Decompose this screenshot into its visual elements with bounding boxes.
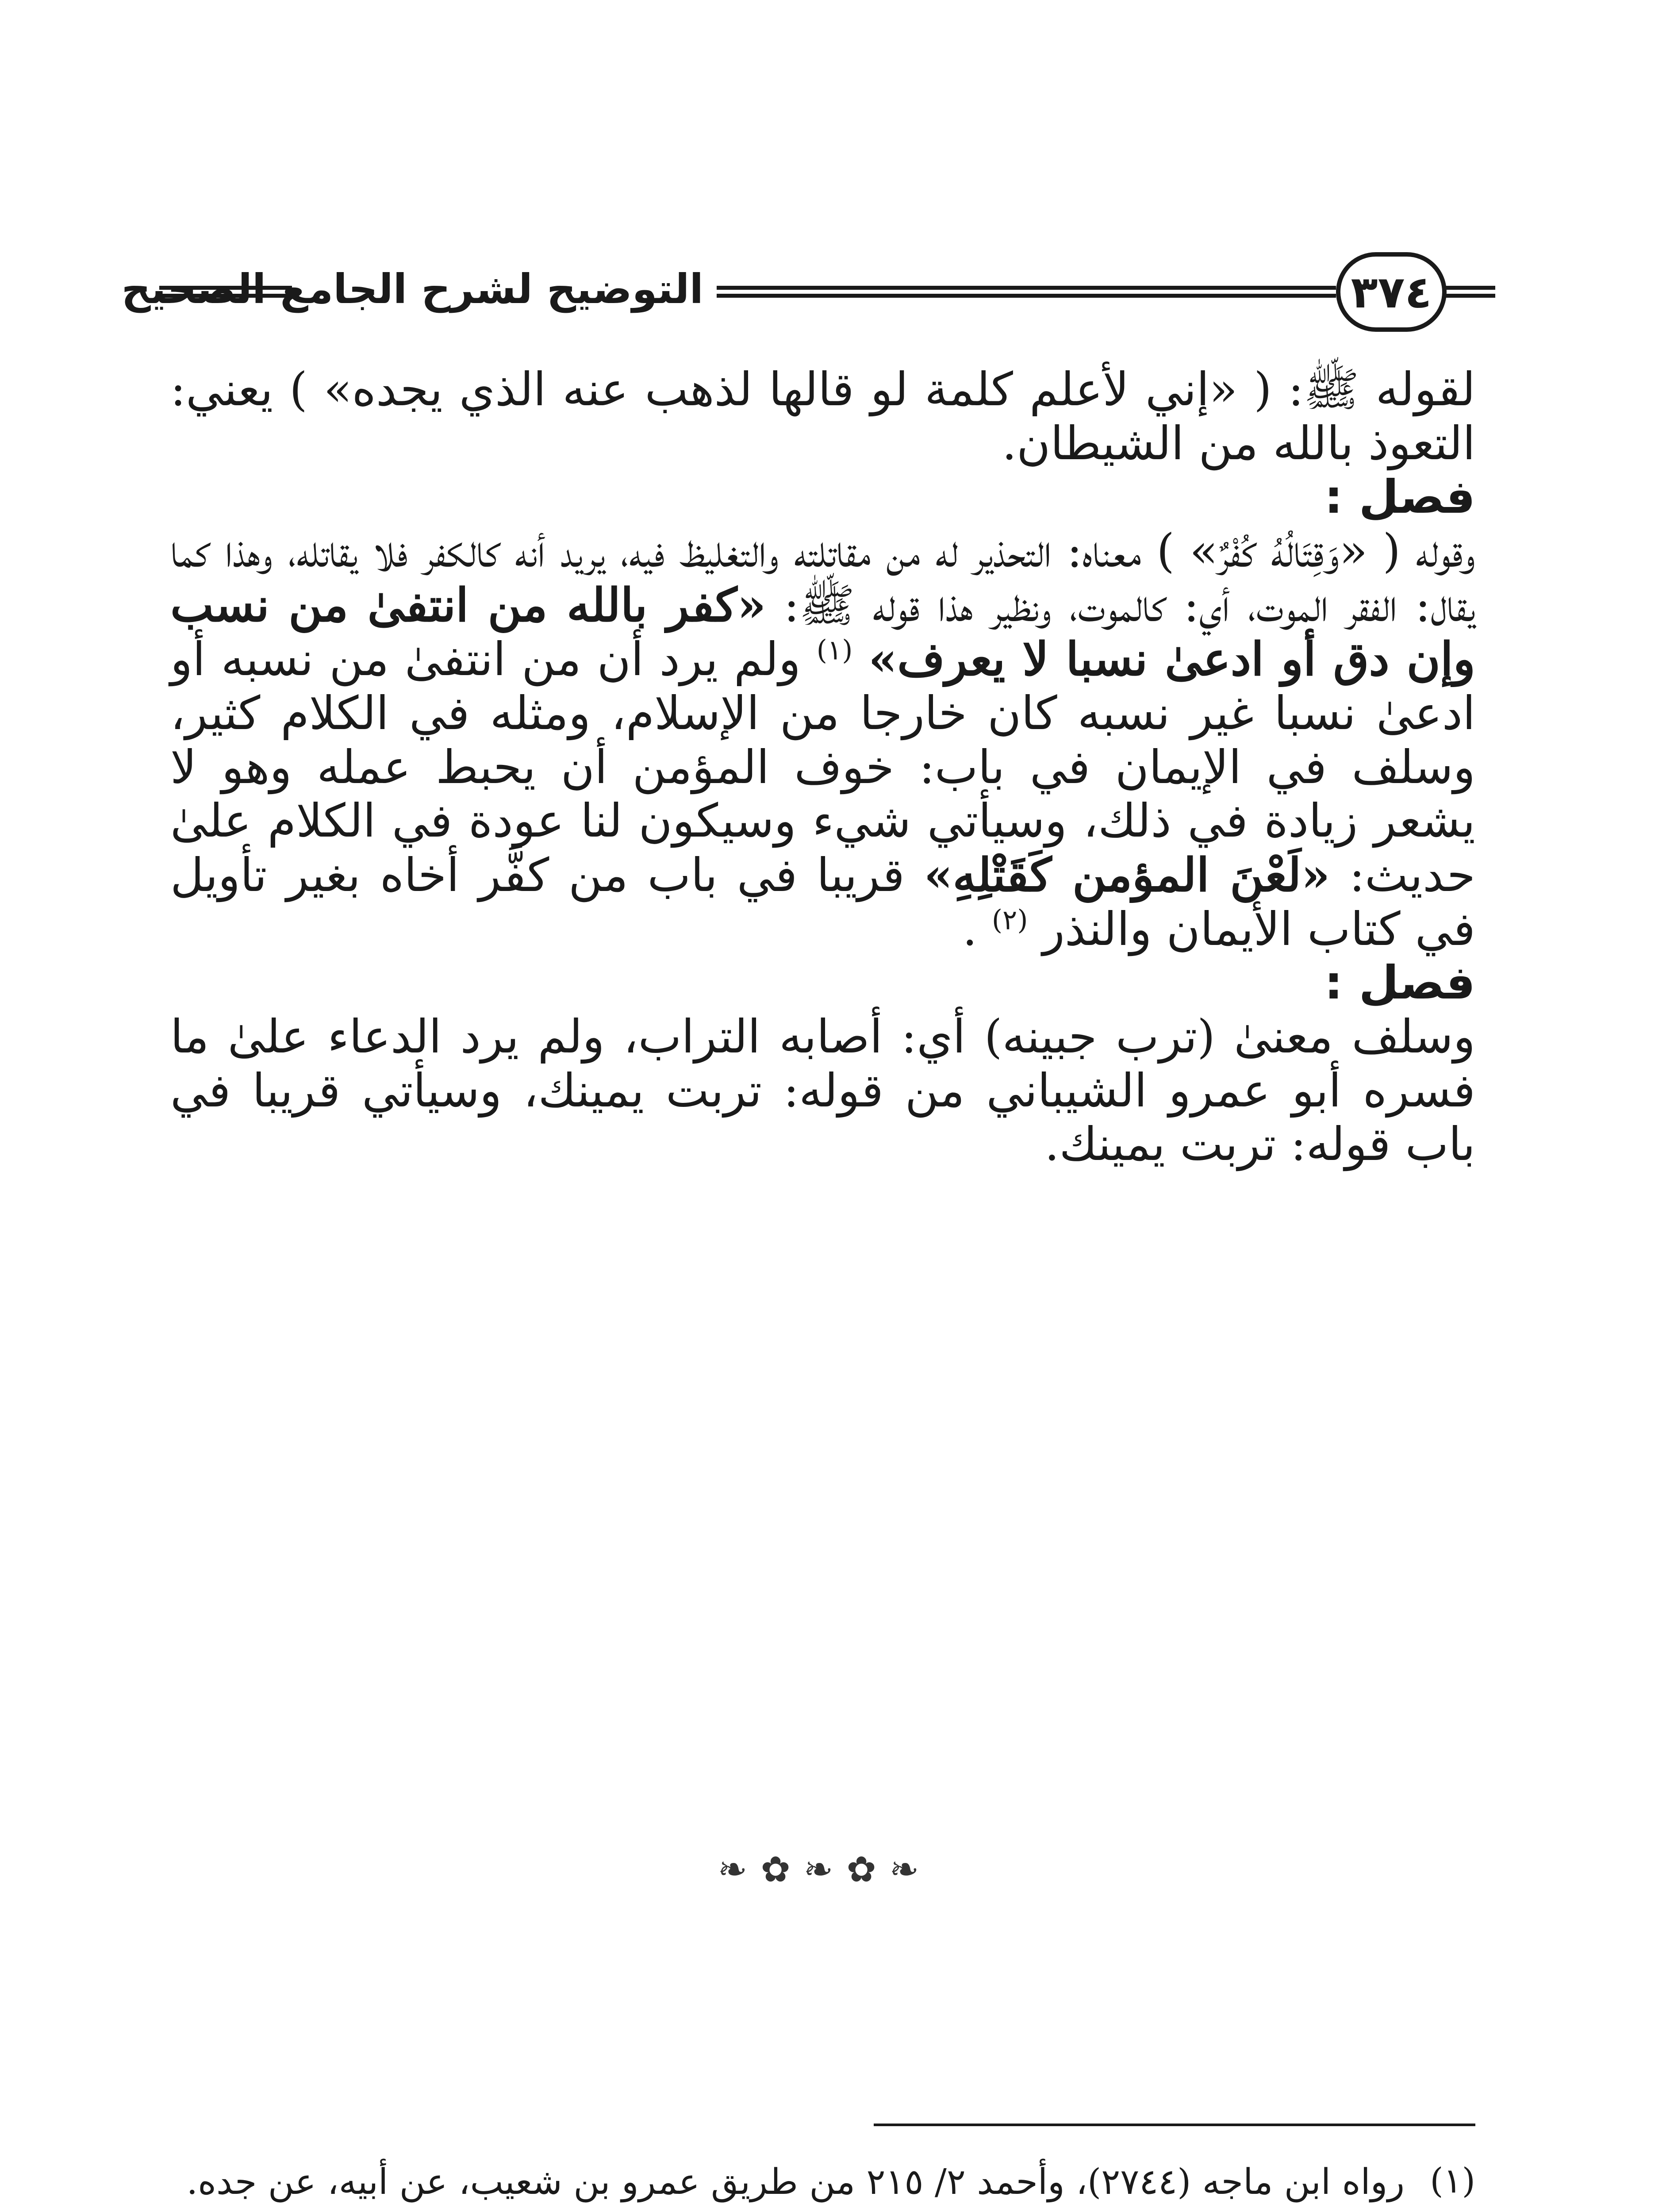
paragraph-2-end: .: [962, 902, 977, 956]
ornament-glyph: ❧: [889, 1848, 919, 1890]
header-rule-middle: [717, 286, 1336, 298]
paragraph-2-part-c: قريبا في باب من كفَّر أخاه بغير تأويل في كتاب الأيمان والنذر: [170, 848, 1475, 956]
page-number: ٣٧٤: [1336, 252, 1447, 332]
ornament-glyph: ✿: [760, 1848, 791, 1890]
paragraph-2: [170, 524, 1475, 956]
footnote-ref-2[interactable]: (٢): [991, 903, 1028, 936]
ornament-glyph: ❧: [718, 1848, 748, 1890]
ornament-divider: [588, 1849, 1048, 1889]
ornament-glyph: ❧: [803, 1848, 833, 1890]
footnote-separator: [874, 2124, 1475, 2126]
paragraph-2-part-a: وقوله ( «وَقِتَالُهُ كُفْرٌ» ) معناه: التحذير له من مقاتلته والتغليظ فيه، يريد أنه كالكفر فلا يقاتله، وهذا كما يقال: الفقر الموت، أي: كالموت، ونظير هذا قوله ﷺ:: [170, 524, 1475, 632]
footnote-number: (١): [1430, 2161, 1475, 2201]
hadith-quote-1: «كفر بالله من انتفىٰ من نسب وإن دق أو ادعىٰ نسبا لا يعرف»: [170, 577, 1476, 687]
running-title: التوضيح لشرح الجامع الصحيح: [121, 265, 703, 313]
hadith-quote-2: «لَعْنَ المؤمن كَقَتْلِهِ»: [924, 848, 1330, 902]
page-header: [121, 248, 1495, 336]
main-text: [170, 363, 1475, 1171]
paragraph-2-part-b: ولم يرد أن من انتفىٰ من نسبه أو ادعىٰ نسبا غير نسبه كان خارجا من الإسلام، ومثله في الكلام كثير، وسلف في الإيمان في باب: خوف المؤمن أن يحبط عمله وهو لا يشعر زيادة في ذلك، وسيأتي شيء وسيكون لنا عودة في الكلام علىٰ حديث:: [170, 632, 1476, 902]
paragraph-3: وسلف معنىٰ (ترب جبينه) أي: أصابه التراب، ولم يرد الدعاء علىٰ ما فسره أبو عمرو الشيباني من قوله: تربت يمينك، وسيأتي قريبا في باب قوله: تربت يمينك.: [170, 1010, 1475, 1171]
footnote-text: رواه ابن ماجه (٢٧٤٤)، وأحمد ٢/ ٢١٥ من طريق عمرو بن شعيب، عن أبيه، عن جده.: [186, 2161, 1405, 2202]
footnotes: [170, 2159, 1475, 2212]
header-rule-right: [1442, 286, 1495, 298]
ornament-glyph: ✿: [846, 1848, 876, 1890]
footnote-ref-1[interactable]: (١): [816, 634, 853, 666]
paragraph-1: لقوله ﷺ: ( «إني لأعلم كلمة لو قالها لذهب عنه الذي يجده» ) يعني: التعوذ بالله من الشيطان.: [170, 362, 1475, 470]
section-heading-2: فصل :: [1324, 956, 1475, 1010]
footnote-1: [170, 2159, 1475, 2205]
section-heading-1: فصل :: [1324, 470, 1475, 524]
